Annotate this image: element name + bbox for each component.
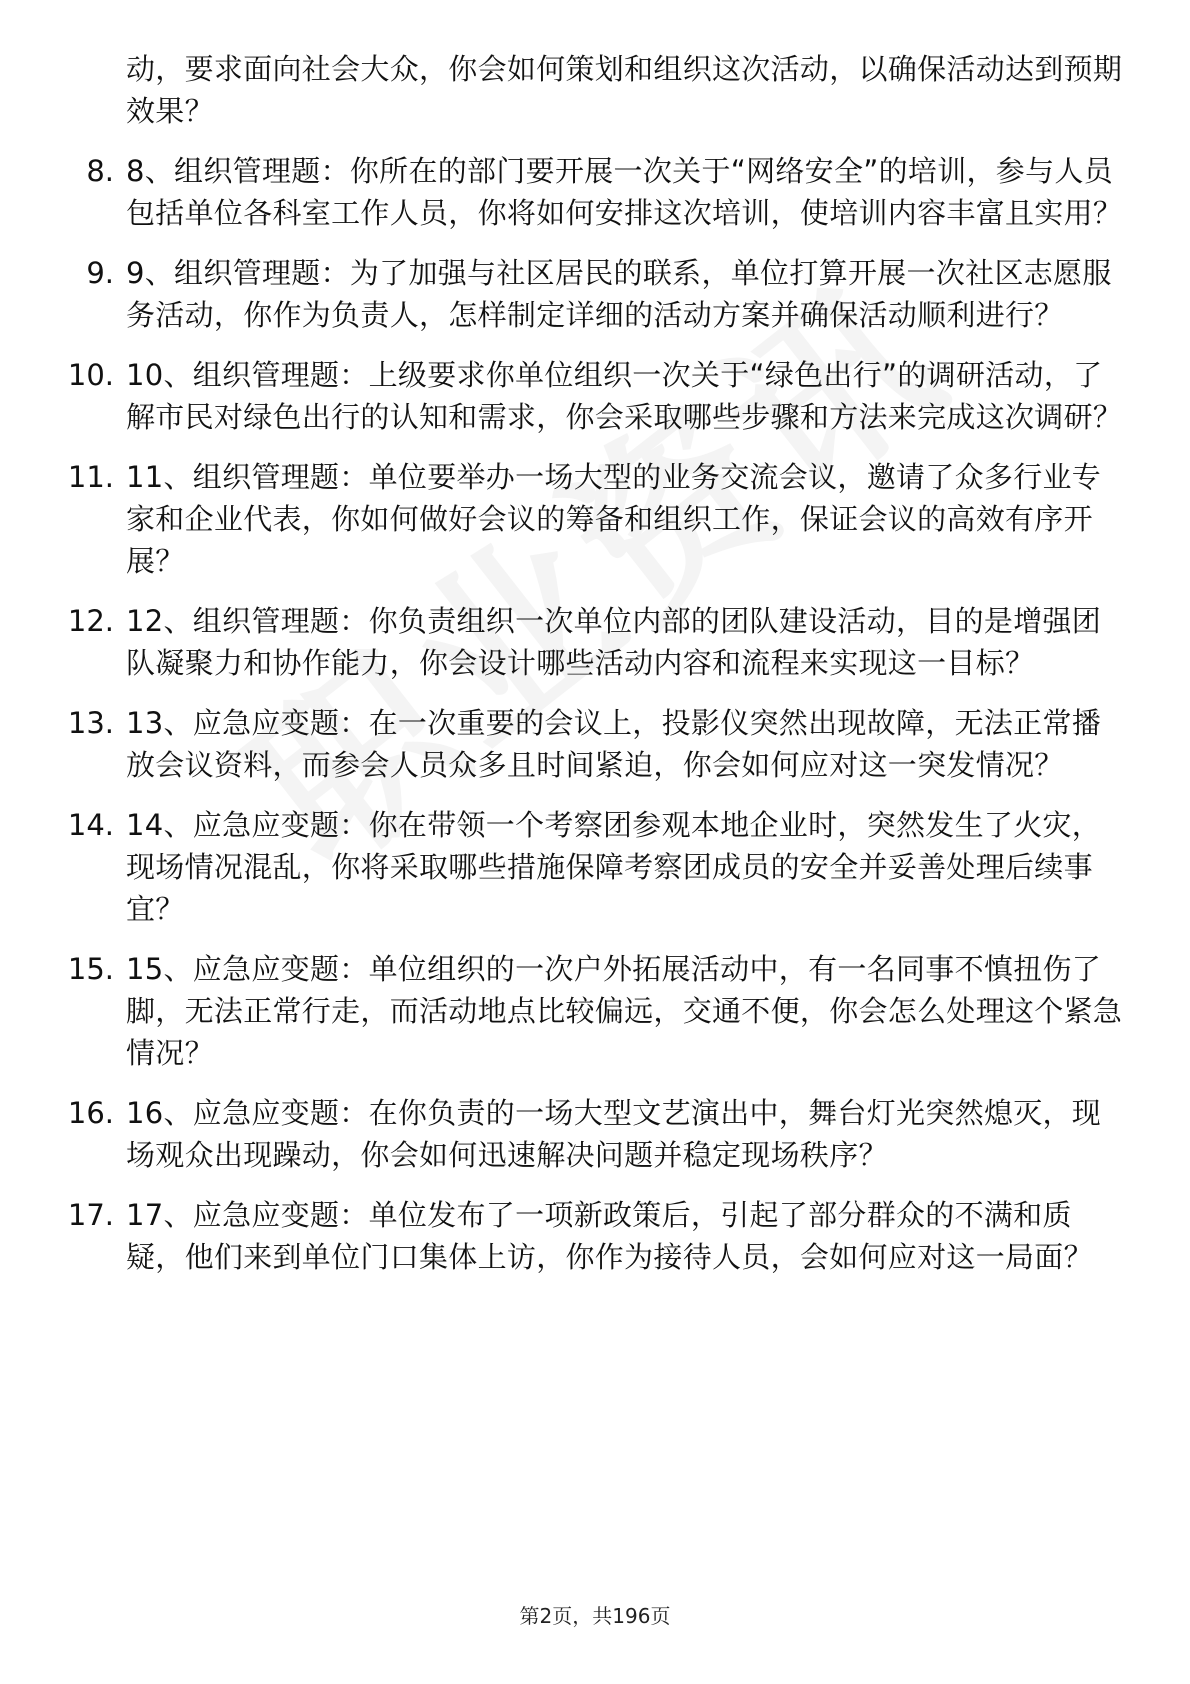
list-number: 16. — [67, 1096, 114, 1130]
list-item — [0, 1092, 1190, 1176]
question-text: 12、组织管理题：你负责组织一次单位内部的团队建设活动，目的是增强团队凝聚力和协作能力，你会设计哪些活动内容和流程来实现这一目标？ — [126, 604, 1102, 680]
question-text: 9、组织管理题：为了加强与社区居民的联系，单位打算开展一次社区志愿服务活动，你作为负责人，怎样制定详细的活动方案并确保活动顺利进行？ — [126, 256, 1112, 332]
list-item — [0, 252, 1190, 336]
list-item — [0, 804, 1190, 930]
list-number: 8. — [86, 154, 114, 188]
list-item — [0, 354, 1190, 438]
list-number: 15. — [67, 952, 114, 986]
question-text: 11、组织管理题：单位要举办一场大型的业务交流会议，邀请了众多行业专家和企业代表，你如何做好会议的筹备和组织工作，保证会议的高效有序开展？ — [126, 460, 1102, 578]
page-footer: 第2页，共196页 — [519, 1604, 671, 1628]
question-text: 13、应急应变题：在一次重要的会议上，投影仪突然出现故障，无法正常播放会议资料，而参会人员众多且时间紧迫，你会如何应对这一突发情况？ — [126, 706, 1102, 782]
list-number: 9. — [86, 256, 114, 290]
list-item — [0, 1194, 1190, 1278]
question-text: 14、应急应变题：你在带领一个考察团参观本地企业时，突然发生了火灾，现场情况混乱，你将采取哪些措施保障考察团成员的安全并妥善处理后续事宜？ — [126, 808, 1102, 926]
list-number: 17. — [67, 1198, 114, 1232]
list-item — [0, 150, 1190, 234]
list-number: 14. — [67, 808, 114, 842]
list-item — [0, 456, 1190, 582]
list-number: 11. — [67, 460, 114, 494]
question-text: 15、应急应变题：单位组织的一次户外拓展活动中，有一名同事不慎扭伤了脚，无法正常行走，而活动地点比较偏远，交通不便，你会怎么处理这个紧急情况？ — [126, 952, 1123, 1070]
question-text: 17、应急应变题：单位发布了一项新政策后，引起了部分群众的不满和质疑，他们来到单位门口集体上访，你作为接待人员，会如何应对这一局面？ — [126, 1198, 1093, 1274]
question-text: 8、组织管理题：你所在的部门要开展一次关于“网络安全”的培训，参与人员包括单位各科室工作人员，你将如何安排这次培训，使培训内容丰富且实用？ — [126, 154, 1123, 230]
list-item — [0, 600, 1190, 684]
question-text: 16、应急应变题：在你负责的一场大型文艺演出中，舞台灯光突然熄灭，现场观众出现躁动，你会如何迅速解决问题并稳定现场秩序？ — [126, 1096, 1102, 1172]
list-number: 13. — [67, 706, 114, 740]
continuation-text: 动，要求面向社会大众，你会如何策划和组织这次活动，以确保活动达到预期效果？ — [126, 52, 1123, 128]
list-item — [0, 948, 1190, 1074]
list-item-continuation — [0, 48, 1190, 132]
list-number: 10. — [67, 358, 114, 392]
question-list — [0, 48, 1190, 1296]
question-text: 10、组织管理题：上级要求你单位组织一次关于“绿色出行”的调研活动，了解市民对绿色出行的认知和需求，你会采取哪些步骤和方法来完成这次调研？ — [126, 358, 1123, 434]
list-item — [0, 702, 1190, 786]
list-number: 12. — [67, 604, 114, 638]
